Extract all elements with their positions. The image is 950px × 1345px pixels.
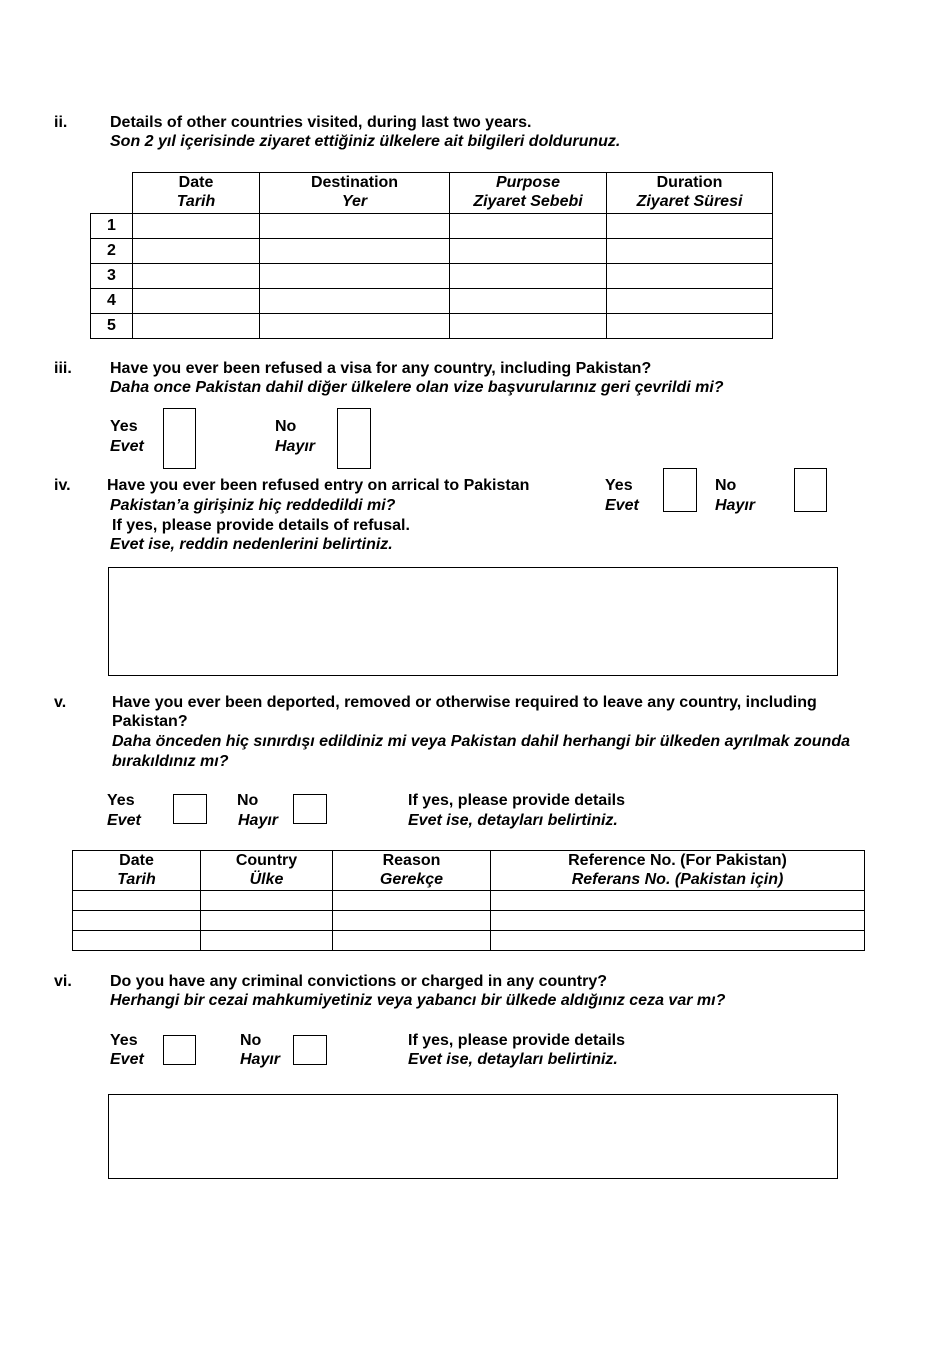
deported-yes-checkbox[interactable]: [173, 794, 207, 824]
reference-cell[interactable]: [491, 891, 865, 911]
visa-refused-no-checkbox[interactable]: [337, 408, 371, 469]
date-cell[interactable]: [73, 911, 201, 931]
duration-cell[interactable]: [607, 289, 773, 314]
yes-label-tr: Evet: [107, 812, 141, 829]
date-cell[interactable]: [73, 891, 201, 911]
destination-cell[interactable]: [260, 239, 450, 264]
table-row: [73, 911, 865, 931]
destination-cell[interactable]: [260, 289, 450, 314]
header-country: Country Ülke: [201, 851, 333, 891]
refusal-details-prompt: If yes, please provide details of refusal.: [112, 517, 410, 534]
row-number: 1: [91, 214, 133, 239]
section-v-question-line1: Have you ever been deported, removed or otherwise required to leave any country, including: [112, 694, 817, 711]
yes-label: Yes: [110, 418, 138, 435]
table-row: [91, 214, 773, 239]
date-cell[interactable]: [133, 239, 260, 264]
refusal-details-prompt-tr: Evet ise, reddin nedenlerini belirtiniz.: [110, 536, 393, 553]
table-row: [91, 264, 773, 289]
yes-label: Yes: [605, 477, 633, 494]
section-ii-number: ii.: [54, 114, 68, 131]
countries-visited-table: [90, 172, 773, 339]
date-cell[interactable]: [133, 314, 260, 339]
destination-cell[interactable]: [260, 214, 450, 239]
yes-label-tr: Evet: [110, 438, 144, 455]
section-iv-question-tr: Pakistan’a girişiniz hiç reddedildi mi?: [110, 497, 396, 514]
date-cell[interactable]: [133, 214, 260, 239]
section-vi-question-tr: Herhangi bir cezai mahkumiyetiniz veya yabancı bir ülkede aldığınız ceza var mı?: [110, 992, 726, 1009]
yes-label: Yes: [110, 1032, 138, 1049]
header-duration: Duration Ziyaret Süresi: [607, 173, 773, 214]
destination-cell[interactable]: [260, 264, 450, 289]
section-ii-question: Details of other countries visited, during last two years.: [110, 114, 532, 131]
purpose-cell[interactable]: [450, 239, 607, 264]
details-prompt-tr: Evet ise, detayları belirtiniz.: [408, 812, 618, 829]
no-label: No: [275, 418, 297, 435]
table-row: [73, 931, 865, 951]
header-reason: Reason Gerekçe: [333, 851, 491, 891]
purpose-cell[interactable]: [450, 214, 607, 239]
refusal-details-textarea[interactable]: [108, 567, 838, 676]
header-date: Date Tarih: [73, 851, 201, 891]
purpose-cell[interactable]: [450, 314, 607, 339]
row-number: 2: [91, 239, 133, 264]
country-cell[interactable]: [201, 891, 333, 911]
reason-cell[interactable]: [333, 931, 491, 951]
section-iv-number: iv.: [54, 477, 71, 494]
row-number: 4: [91, 289, 133, 314]
header-destination: Destination Yer: [260, 173, 450, 214]
country-cell[interactable]: [201, 931, 333, 951]
no-label-tr: Hayır: [240, 1051, 281, 1068]
purpose-cell[interactable]: [450, 289, 607, 314]
visa-refused-yes-checkbox[interactable]: [163, 408, 196, 469]
reason-cell[interactable]: [333, 891, 491, 911]
row-number: 5: [91, 314, 133, 339]
reference-cell[interactable]: [491, 931, 865, 951]
criminal-no-checkbox[interactable]: [293, 1035, 327, 1065]
no-label-tr: Hayır: [275, 438, 316, 455]
destination-cell[interactable]: [260, 314, 450, 339]
section-v-question-tr-line2: bırakıldınız mı?: [112, 753, 229, 770]
no-label: No: [240, 1032, 262, 1049]
reference-cell[interactable]: [491, 911, 865, 931]
yes-label: Yes: [107, 792, 135, 809]
details-prompt-tr: Evet ise, detayları belirtiniz.: [408, 1051, 618, 1068]
entry-refused-yes-checkbox[interactable]: [663, 468, 697, 512]
yes-label-tr: Evet: [110, 1051, 144, 1068]
table-row: [91, 314, 773, 339]
purpose-cell[interactable]: [450, 264, 607, 289]
criminal-yes-checkbox[interactable]: [163, 1035, 196, 1065]
duration-cell[interactable]: [607, 264, 773, 289]
section-v-number: v.: [54, 694, 67, 711]
no-label-tr: Hayır: [715, 497, 756, 514]
criminal-details-textarea[interactable]: [108, 1094, 838, 1179]
reason-cell[interactable]: [333, 911, 491, 931]
table-row: [91, 289, 773, 314]
section-v-question-line2: Pakistan?: [112, 713, 188, 730]
section-vi-question: Do you have any criminal convictions or charged in any country?: [110, 973, 608, 990]
duration-cell[interactable]: [607, 214, 773, 239]
section-iii-question-tr: Daha once Pakistan dahil diğer ülkelere olan vize başvurularınız geri çevrildi mi?: [110, 379, 724, 396]
details-prompt: If yes, please provide details: [408, 1032, 625, 1049]
section-ii-question-tr: Son 2 yıl içerisinde ziyaret ettiğiniz ülkelere ait bilgileri doldurunuz.: [110, 133, 621, 150]
no-label: No: [715, 477, 737, 494]
header-date: Date Tarih: [133, 173, 260, 214]
section-iv-question: Have you ever been refused entry on arrical to Pakistan: [107, 477, 530, 494]
header-reference-no: Reference No. (For Pakistan) Referans No. (Pakistan için): [491, 851, 865, 891]
deportation-table: [72, 850, 865, 951]
date-cell[interactable]: [73, 931, 201, 951]
duration-cell[interactable]: [607, 239, 773, 264]
date-cell[interactable]: [133, 264, 260, 289]
entry-refused-no-checkbox[interactable]: [794, 468, 827, 512]
header-purpose: Purpose Ziyaret Sebebi: [450, 173, 607, 214]
no-label: No: [237, 792, 259, 809]
table-row: [73, 891, 865, 911]
details-prompt: If yes, please provide details: [408, 792, 625, 809]
section-v-question-tr-line1: Daha önceden hiç sınırdışı edildiniz mi veya Pakistan dahil herhangi bir ülkeden ayrılmak zounda: [112, 733, 850, 750]
yes-label-tr: Evet: [605, 497, 639, 514]
row-number: 3: [91, 264, 133, 289]
section-iii-number: iii.: [54, 360, 72, 377]
deported-no-checkbox[interactable]: [293, 794, 327, 824]
date-cell[interactable]: [133, 289, 260, 314]
section-vi-number: vi.: [54, 973, 72, 990]
table-row: [91, 239, 773, 264]
country-cell[interactable]: [201, 911, 333, 931]
duration-cell[interactable]: [607, 314, 773, 339]
section-iii-question: Have you ever been refused a visa for any country, including Pakistan?: [110, 360, 652, 377]
no-label-tr: Hayır: [238, 812, 279, 829]
